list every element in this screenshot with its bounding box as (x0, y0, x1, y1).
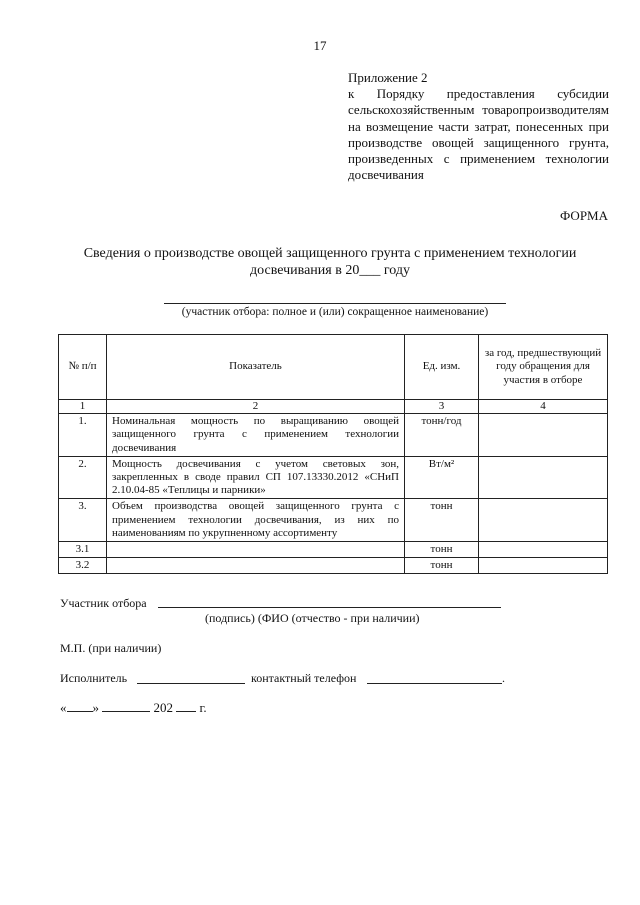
participant-caption: (участник отбора: полное и (или) сокращенное наименование) (181, 306, 489, 318)
table-row (59, 558, 608, 574)
row-indicator[interactable] (107, 558, 405, 574)
row-unit: тонн (405, 558, 479, 574)
appendix-title: Приложение 2 (348, 70, 428, 85)
appendix-block (348, 70, 609, 183)
row-value[interactable] (479, 542, 608, 558)
row-unit: тонн (405, 542, 479, 558)
date-day-blank[interactable] (67, 699, 93, 712)
row-unit: тонн (405, 499, 479, 542)
signature-label: Участник отбора (60, 596, 147, 610)
table-header-row (59, 335, 608, 400)
date-suffix: г. (199, 700, 207, 715)
column-number-row (59, 400, 608, 414)
row-indicator: Объем производства овощей защищенного грунта с применением технологии досвечивания, из них по наименованиям по укрупненному ассортименту (107, 499, 405, 542)
date-month-blank[interactable] (102, 699, 150, 712)
date-line (60, 699, 207, 716)
stamp-label: М.П. (при наличии) (60, 641, 162, 655)
date-close-quote: » (92, 700, 99, 715)
executor-label: Исполнитель (60, 671, 128, 685)
row-number: 3.1 (59, 542, 107, 558)
title-line-1: Сведения о производстве овощей защищенного грунта с применением технологии (83, 246, 577, 261)
table-row (59, 414, 608, 457)
column-number: 2 (107, 400, 405, 414)
row-value[interactable] (479, 558, 608, 574)
row-number: 3. (59, 499, 107, 542)
row-value[interactable] (479, 414, 608, 457)
page-number: 17 (313, 38, 327, 53)
row-value[interactable] (479, 456, 608, 499)
row-unit: тонн/год (405, 414, 479, 457)
date-year-blank[interactable] (176, 699, 196, 712)
row-number: 3.2 (59, 558, 107, 574)
row-unit: Вт/м² (405, 456, 479, 499)
row-number: 2. (59, 456, 107, 499)
data-table (58, 334, 608, 574)
row-value[interactable] (479, 499, 608, 542)
row-indicator: Номинальная мощность по выращиванию овощей защищенного грунта с применением технологии досвечивания (107, 414, 405, 457)
header-number: № п/п (59, 335, 107, 400)
table-row (59, 499, 608, 542)
signature-caption: (подпись) (ФИО (отчество - при наличии) (205, 611, 420, 625)
phone-line[interactable] (367, 683, 502, 684)
row-number: 1. (59, 414, 107, 457)
executor-name-line[interactable] (137, 683, 245, 684)
document-title (60, 245, 600, 279)
phone-label: контактный телефон (251, 671, 357, 685)
row-indicator[interactable] (107, 542, 405, 558)
table-row (59, 542, 608, 558)
header-indicator: Показатель (107, 335, 405, 400)
appendix-body: к Порядку предоставления субсидии сельскохозяйственным товаропроизводителям на возмещение части затрат, понесенных при производстве овощей защищенного грунта, произведенных с применением технологии досвечивания (348, 86, 609, 183)
participant-name-line (164, 303, 506, 304)
header-unit: Ед. изм. (405, 335, 479, 400)
date-year: 202 (153, 700, 173, 715)
column-number: 3 (405, 400, 479, 414)
date-open-quote: « (60, 700, 67, 715)
table-row (59, 456, 608, 499)
column-number: 4 (479, 400, 608, 414)
signature-line[interactable] (158, 607, 501, 608)
header-year: за год, предшествующий году обращения для участия в отборе (479, 335, 608, 400)
title-line-2: досвечивания в 20___ году (250, 263, 410, 278)
form-label: ФОРМА (560, 208, 608, 223)
executor-period: . (502, 671, 505, 685)
row-indicator: Мощность досвечивания с учетом световых зон, закрепленных в своде правил СП 107.13330.2012 «СНиП 2.10.04-85 «Теплицы и парники» (107, 456, 405, 499)
column-number: 1 (59, 400, 107, 414)
